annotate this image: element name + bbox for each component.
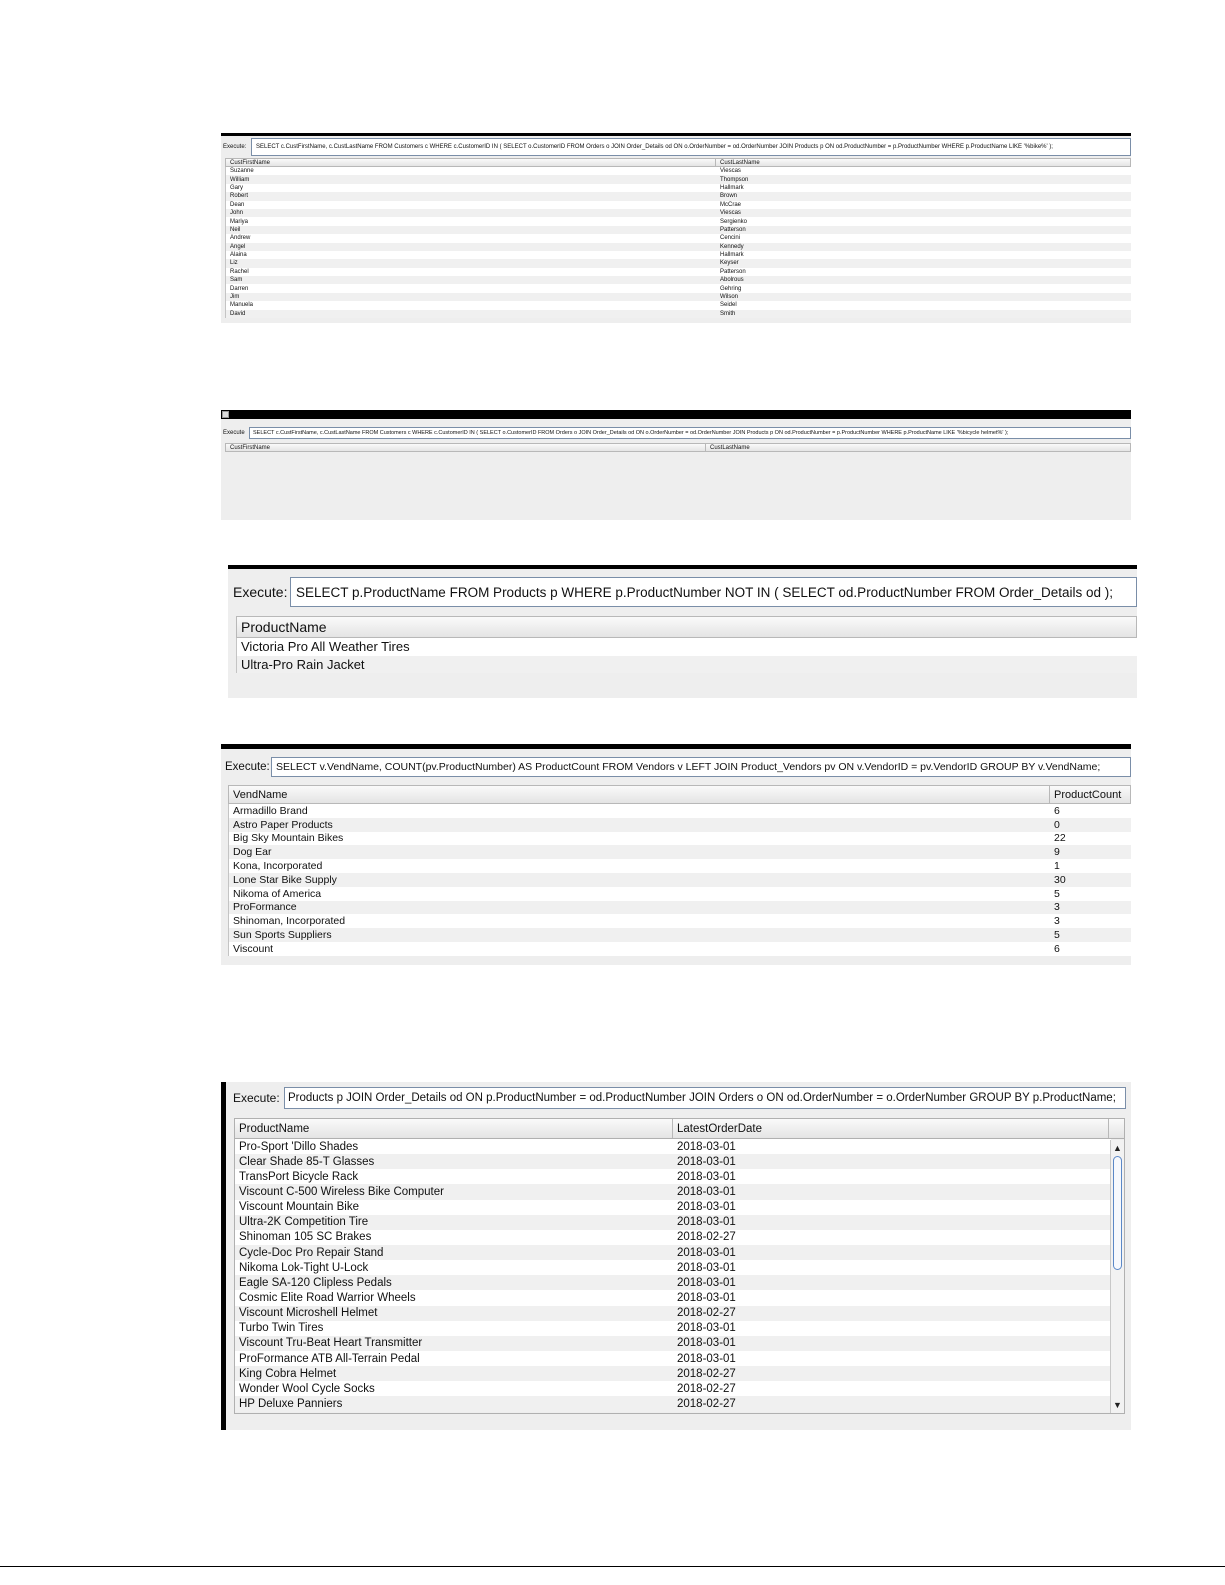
- table-cell: 5: [1054, 929, 1060, 942]
- column-header-latestorderdate[interactable]: LatestOrderDate: [673, 1119, 1109, 1138]
- table-row[interactable]: [235, 1200, 1111, 1215]
- table-cell: 9: [1054, 846, 1060, 859]
- table-cell: Robert: [230, 193, 249, 200]
- table-row[interactable]: [235, 1275, 1111, 1290]
- query-input[interactable]: SELECT c.CustFirstName, c.CustLastName FROM Customers c WHERE c.CustomerID IN ( SELECT o.CustomerID FROM Orders o JOIN Order_Details od ON o.OrderNumber = od.OrderNumber JOIN Products p ON od.ProductNumber = p.ProductNumber WHERE p.ProductName LIKE '%bike%' );: [251, 138, 1131, 156]
- query-panel-customers-helmet: [221, 410, 1131, 520]
- table-cell: Andrew: [230, 235, 251, 242]
- table-row[interactable]: [235, 1290, 1111, 1305]
- table-row[interactable]: [229, 804, 1131, 818]
- table-row[interactable]: [229, 942, 1131, 956]
- table-cell: Victoria Pro All Weather Tires: [241, 639, 410, 655]
- table-cell: 2018-03-01: [677, 1337, 736, 1350]
- table-cell: Turbo Twin Tires: [239, 1322, 324, 1335]
- table-row[interactable]: [229, 928, 1131, 942]
- query-input[interactable]: SELECT p.ProductName FROM Products p WHERE p.ProductNumber NOT IN ( SELECT od.ProductNumber FROM Order_Details od );: [290, 577, 1137, 607]
- table-cell: Dean: [230, 201, 245, 208]
- window-top-border: [221, 744, 1131, 749]
- table-cell: Hallmark: [720, 184, 744, 191]
- table-row[interactable]: [226, 251, 1131, 259]
- table-row[interactable]: [226, 209, 1131, 217]
- table-cell: 2018-02-27: [677, 1307, 736, 1320]
- table-cell: 2018-03-01: [677, 1291, 736, 1304]
- table-row[interactable]: [235, 1260, 1111, 1275]
- table-cell: Nikoma Lok-Tight U-Lock: [239, 1261, 369, 1274]
- table-cell: Dog Ear: [233, 846, 272, 859]
- table-row[interactable]: [226, 259, 1131, 267]
- table-row[interactable]: [226, 201, 1131, 209]
- table-row[interactable]: [235, 1336, 1111, 1351]
- table-cell: Astro Paper Products: [233, 818, 333, 831]
- table-cell: Sergienko: [720, 218, 748, 225]
- table-cell: 2018-02-27: [677, 1231, 736, 1244]
- table-cell: Brown: [720, 193, 738, 200]
- table-cell: 2018-03-01: [677, 1246, 736, 1259]
- table-cell: Ultra-2K Competition Tire: [239, 1216, 369, 1229]
- table-cell: Viscount Microshell Helmet: [239, 1307, 378, 1320]
- scroll-up-icon[interactable]: ▲: [1113, 1143, 1122, 1153]
- table-cell: William: [230, 176, 250, 183]
- column-header-custfirstname[interactable]: CustFirstName: [226, 444, 706, 451]
- window-top-border: [221, 410, 1131, 419]
- column-header-productname[interactable]: ProductName: [241, 619, 327, 635]
- table-row[interactable]: [235, 1245, 1111, 1260]
- table-row[interactable]: [229, 873, 1131, 887]
- page-bottom-rule: [0, 1566, 1225, 1567]
- query-input[interactable]: SELECT v.VendName, COUNT(pv.ProductNumber) AS ProductCount FROM Vendors v LEFT JOIN Product_Vendors pv ON v.VendorID = pv.VendorID GROUP BY v.VendName;: [271, 757, 1131, 777]
- table-row[interactable]: [229, 887, 1131, 901]
- table-cell: 2018-03-01: [677, 1216, 736, 1229]
- table-cell: 2018-03-01: [677, 1261, 736, 1274]
- table-cell: Ultra-Pro Rain Jacket: [241, 656, 365, 672]
- table-row[interactable]: [226, 276, 1131, 284]
- table-cell: Viscount Tru-Beat Heart Transmitter: [239, 1337, 423, 1350]
- table-cell: 2018-03-01: [677, 1170, 736, 1183]
- table-cell: McCrae: [720, 201, 742, 208]
- table-cell: 30: [1054, 873, 1066, 886]
- table-cell: Pro-Sport 'Dillo Shades: [239, 1140, 359, 1153]
- table-cell: Patterson: [720, 268, 746, 275]
- table-row[interactable]: [226, 175, 1131, 183]
- table-cell: King Cobra Helmet: [239, 1367, 337, 1380]
- results-table: [228, 785, 1131, 965]
- execute-label: Execute:: [233, 584, 288, 600]
- table-cell: Gehring: [720, 285, 742, 292]
- header-spacer: [1109, 1119, 1124, 1138]
- scroll-down-icon[interactable]: ▼: [1113, 1400, 1122, 1410]
- table-cell: 2018-02-27: [677, 1367, 736, 1380]
- table-row[interactable]: [226, 284, 1131, 292]
- execute-label: Execute:: [225, 761, 270, 773]
- execute-row: [221, 137, 1131, 157]
- table-cell: ProFormance ATB All-Terrain Pedal: [239, 1352, 420, 1365]
- results-table: [225, 443, 1131, 520]
- table-cell: Viscount C-500 Wireless Bike Computer: [239, 1185, 444, 1198]
- table-row[interactable]: [235, 1215, 1111, 1230]
- table-row[interactable]: [235, 1351, 1111, 1366]
- column-header-vendname[interactable]: VendName: [229, 786, 1050, 803]
- table-row[interactable]: [229, 914, 1131, 928]
- table-row[interactable]: [229, 832, 1131, 846]
- table-cell: Alaina: [230, 252, 247, 259]
- table-cell: 5: [1054, 887, 1060, 900]
- query-input[interactable]: Products p JOIN Order_Details od ON p.ProductNumber = od.ProductNumber JOIN Orders o ON od.OrderNumber = o.OrderNumber GROUP BY p.ProductName;: [284, 1087, 1126, 1109]
- table-cell: Darren: [230, 285, 249, 292]
- table-cell: Seidel: [720, 302, 737, 309]
- table-cell: Clear Shade 85-T Glasses: [239, 1155, 375, 1168]
- table-cell: Thompson: [720, 176, 749, 183]
- table-cell: Manuela: [230, 302, 254, 309]
- table-cell: Mariya: [230, 218, 249, 225]
- table-cell: Wilson: [720, 294, 739, 301]
- execute-label: Execute:: [223, 144, 247, 150]
- table-cell: Kona, Incorporated: [233, 860, 323, 873]
- table-row[interactable]: [226, 234, 1131, 242]
- column-header-productname[interactable]: ProductName: [235, 1119, 673, 1138]
- table-row[interactable]: [226, 217, 1131, 225]
- results-table: [234, 1118, 1125, 1414]
- table-row[interactable]: [235, 1230, 1111, 1245]
- query-panel-vendor-product-count: [221, 744, 1131, 965]
- execute-label: Execute:: [233, 1091, 280, 1105]
- execute-row: [228, 576, 1137, 608]
- window-left-border: [221, 1082, 226, 1430]
- table-cell: ProFormance: [233, 901, 297, 914]
- table-cell: Lone Star Bike Supply: [233, 873, 337, 886]
- table-row[interactable]: [237, 656, 1137, 674]
- table-row[interactable]: [235, 1169, 1111, 1184]
- table-cell: TransPort Bicycle Rack: [239, 1170, 359, 1183]
- column-header-custlastname[interactable]: CustLastName: [710, 444, 750, 451]
- query-panel-latest-order-date: [221, 1082, 1131, 1430]
- table-cell: Nikoma of America: [233, 887, 322, 900]
- scrollbar-thumb[interactable]: [1113, 1156, 1122, 1270]
- vertical-scrollbar[interactable]: [1110, 1140, 1124, 1413]
- table-cell: 2018-03-01: [677, 1185, 736, 1198]
- table-cell: Viescas: [720, 168, 741, 175]
- table-row[interactable]: [226, 310, 1131, 318]
- table-row[interactable]: [237, 638, 1137, 656]
- table-row[interactable]: [235, 1139, 1111, 1154]
- table-cell: 6: [1054, 942, 1060, 955]
- table-row[interactable]: [235, 1366, 1111, 1381]
- table-cell: 2018-03-01: [677, 1201, 736, 1214]
- results-table: [236, 616, 1137, 698]
- window-top-border: [221, 133, 1131, 136]
- table-row[interactable]: [235, 1321, 1111, 1336]
- table-cell: Keyser: [720, 260, 739, 267]
- table-row[interactable]: [235, 1306, 1111, 1321]
- table-cell: Shinoman 105 SC Brakes: [239, 1231, 372, 1244]
- column-header-productcount[interactable]: ProductCount: [1054, 788, 1122, 801]
- query-panel-unordered-products: [228, 565, 1137, 698]
- table-cell: Suzanne: [230, 168, 254, 175]
- table-cell: 0: [1054, 818, 1060, 831]
- execute-label: Execute: [223, 430, 245, 436]
- window-corner-icon: [222, 411, 229, 418]
- execute-row: [226, 1086, 1131, 1110]
- table-row[interactable]: [226, 243, 1131, 251]
- table-row[interactable]: [226, 268, 1131, 276]
- table-cell: Wonder Wool Cycle Socks: [239, 1382, 375, 1395]
- table-cell: Armadillo Brand: [233, 804, 308, 817]
- table-cell: 3: [1054, 915, 1060, 928]
- table-cell: Viscount Mountain Bike: [239, 1201, 359, 1214]
- window-top-border: [228, 565, 1137, 569]
- table-row[interactable]: [226, 167, 1131, 175]
- table-row[interactable]: [226, 192, 1131, 200]
- table-cell: 2018-02-27: [677, 1397, 736, 1410]
- table-cell: Cosmic Elite Road Warrior Wheels: [239, 1291, 416, 1304]
- table-cell: Big Sky Mountain Bikes: [233, 832, 344, 845]
- table-cell: 2018-03-01: [677, 1140, 736, 1153]
- table-row[interactable]: [235, 1396, 1111, 1411]
- table-cell: 2018-03-01: [677, 1276, 736, 1289]
- table-cell: Gary: [230, 184, 244, 191]
- table-row[interactable]: [235, 1154, 1111, 1169]
- table-cell: 2018-03-01: [677, 1155, 736, 1168]
- table-cell: Angel: [230, 243, 246, 250]
- table-cell: Neil: [230, 226, 241, 233]
- column-header-custlastname[interactable]: CustLastName: [720, 159, 760, 166]
- table-cell: Cycle-Doc Pro Repair Stand: [239, 1246, 384, 1259]
- table-cell: 3: [1054, 901, 1060, 914]
- table-cell: Shinoman, Incorporated: [233, 915, 346, 928]
- table-row[interactable]: [235, 1381, 1111, 1396]
- table-row[interactable]: [235, 1184, 1111, 1199]
- table-row[interactable]: [229, 859, 1131, 873]
- table-cell: Rachel: [230, 268, 249, 275]
- query-panel-customers-bike: [221, 133, 1131, 323]
- table-cell: Smith: [720, 310, 736, 317]
- table-cell: 6: [1054, 804, 1060, 817]
- table-row[interactable]: [229, 818, 1131, 832]
- execute-row: [221, 756, 1131, 778]
- table-row[interactable]: [226, 184, 1131, 192]
- table-cell: 2018-03-01: [677, 1322, 736, 1335]
- table-cell: Sun Sports Suppliers: [233, 929, 332, 942]
- column-header-custfirstname[interactable]: CustFirstName: [226, 159, 716, 166]
- table-row[interactable]: [226, 293, 1131, 301]
- table-cell: 2018-02-27: [677, 1382, 736, 1395]
- table-cell: 22: [1054, 832, 1066, 845]
- table-cell: John: [230, 210, 244, 217]
- table-cell: Liz: [230, 260, 238, 267]
- execute-row: [221, 426, 1131, 440]
- table-cell: 1: [1054, 860, 1060, 873]
- table-row[interactable]: [226, 226, 1131, 234]
- table-cell: Sam: [230, 277, 243, 284]
- table-cell: Patterson: [720, 226, 746, 233]
- query-input[interactable]: SELECT c.CustFirstName, c.CustLastName FROM Customers c WHERE c.CustomerID IN ( SELECT o.CustomerID FROM Orders o JOIN Order_Details od ON o.OrderNumber = od.OrderNumber JOIN Products p ON od.ProductNumber = p.ProductNumber WHERE p.ProductName LIKE '%bicycle helmet%' );: [249, 427, 1131, 439]
- table-cell: 2018-03-01: [677, 1352, 736, 1365]
- table-cell: Viescas: [720, 210, 741, 217]
- table-cell: Eagle SA-120 Clipless Pedals: [239, 1276, 392, 1289]
- table-cell: Kennedy: [720, 243, 744, 250]
- table-cell: Jim: [230, 294, 240, 301]
- table-cell: Cencini: [720, 235, 741, 242]
- table-row[interactable]: [229, 845, 1131, 859]
- table-cell: Viscount: [233, 942, 274, 955]
- table-cell: David: [230, 310, 246, 317]
- table-cell: Hallmark: [720, 252, 744, 259]
- table-row[interactable]: [226, 301, 1131, 309]
- results-table: [225, 158, 1131, 318]
- table-cell: HP Deluxe Panniers: [239, 1397, 343, 1410]
- table-row[interactable]: [229, 901, 1131, 915]
- table-cell: Abolrous: [720, 277, 744, 284]
